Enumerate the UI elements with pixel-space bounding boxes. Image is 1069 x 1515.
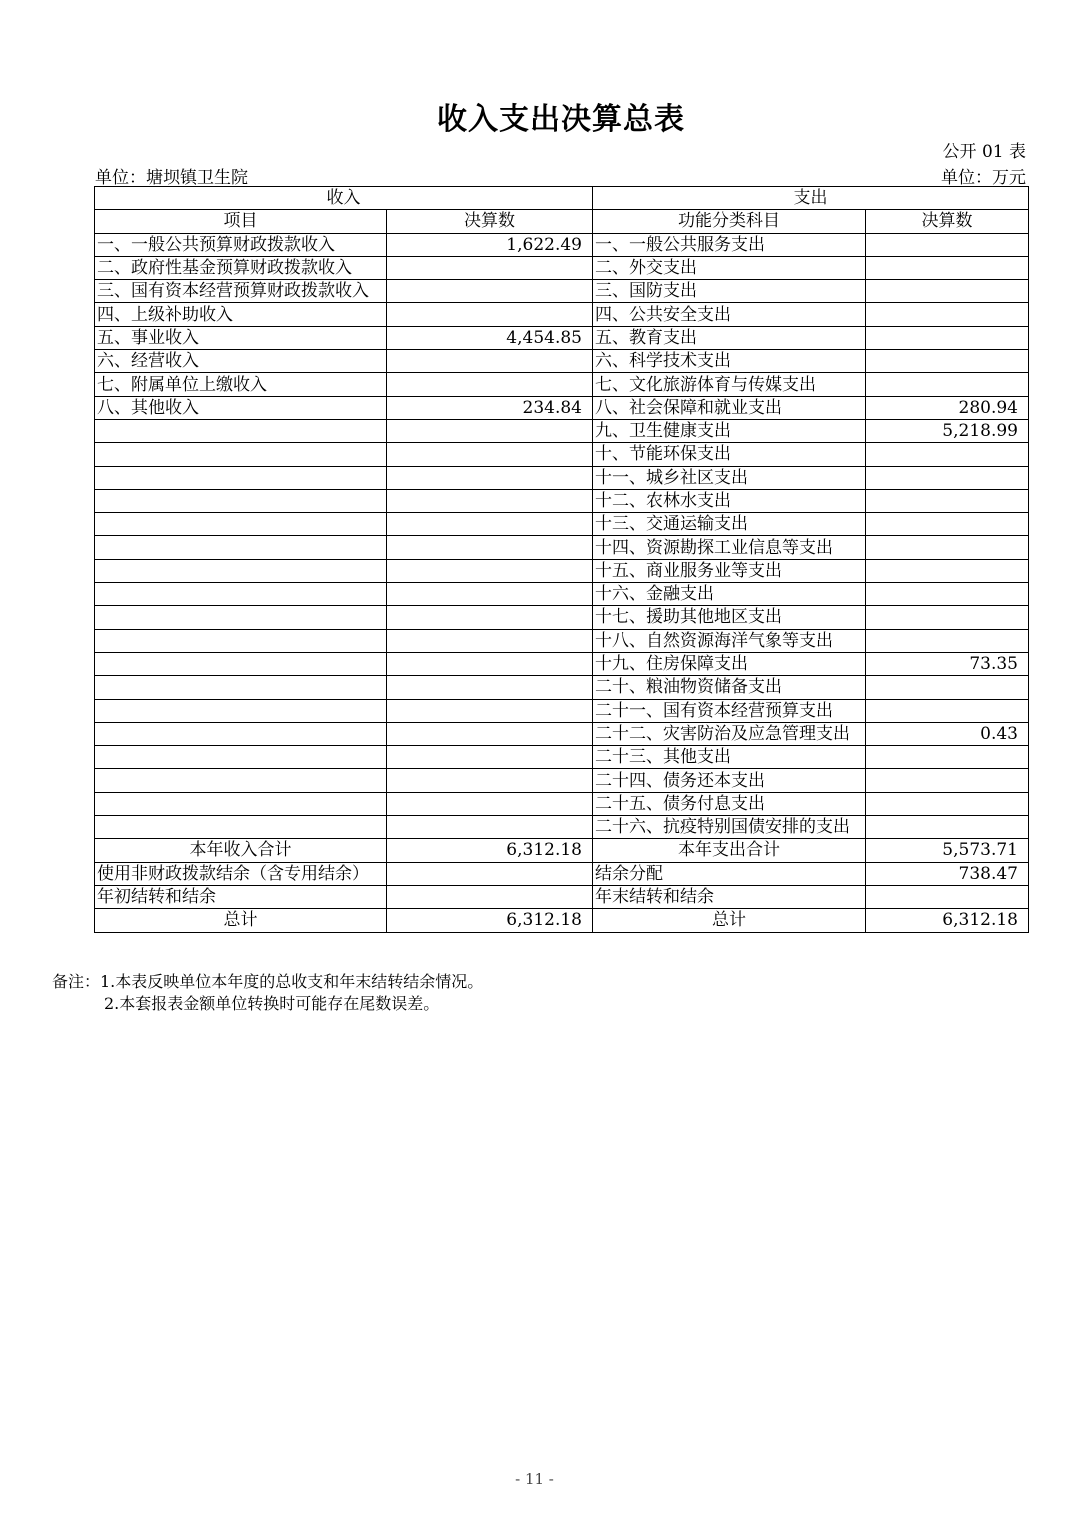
- table-row: [95, 280, 1029, 303]
- income-value: [387, 606, 593, 629]
- table-row: [95, 513, 1029, 536]
- expense-label: 八、社会保障和就业支出: [593, 396, 866, 419]
- grand-ex-label: 总计: [593, 909, 866, 932]
- income-value: [387, 746, 593, 769]
- income-label: [95, 466, 387, 489]
- expense-label: 十、节能环保支出: [593, 443, 866, 466]
- income-label: [95, 513, 387, 536]
- expense-value: [866, 559, 1029, 582]
- income-label: 七、附属单位上缴收入: [95, 373, 387, 396]
- income-value: 234.84: [387, 396, 593, 419]
- expense-value: [866, 489, 1029, 512]
- income-label: [95, 722, 387, 745]
- expense-value: [866, 792, 1029, 815]
- expense-value: [866, 303, 1029, 326]
- expense-value: [866, 769, 1029, 792]
- page-title: 收入支出决算总表: [437, 102, 685, 137]
- expense-label: 二、外交支出: [593, 256, 866, 279]
- table-row: [95, 676, 1029, 699]
- expense-value: [866, 466, 1029, 489]
- header-item: 项目: [95, 210, 387, 233]
- expense-label: 二十六、抗疫特别国债安排的支出: [593, 816, 866, 839]
- expense-label: 二十三、其他支出: [593, 746, 866, 769]
- income-label: [95, 536, 387, 559]
- income-value: [387, 722, 593, 745]
- expense-label: 十八、自然资源海洋气象等支出: [593, 629, 866, 652]
- grand-ex-value: 6,312.18: [866, 909, 1029, 932]
- income-label: 八、其他收入: [95, 396, 387, 419]
- expense-label: 十三、交通运输支出: [593, 513, 866, 536]
- nonfiscal-label: 使用非财政拨款结余（含专用结余）: [95, 862, 387, 885]
- income-label: [95, 583, 387, 606]
- expense-label: 十五、商业服务业等支出: [593, 559, 866, 582]
- expense-value: [866, 583, 1029, 606]
- expense-label: 五、教育支出: [593, 326, 866, 349]
- year-expense-label: 本年支出合计: [593, 839, 866, 862]
- expense-value: 73.35: [866, 652, 1029, 675]
- expense-label: 三、国防支出: [593, 280, 866, 303]
- expense-label: 十二、农林水支出: [593, 489, 866, 512]
- header-amount-2: 决算数: [866, 210, 1029, 233]
- expense-value: 280.94: [866, 396, 1029, 419]
- header-expense: 支出: [593, 187, 1029, 210]
- income-label: [95, 769, 387, 792]
- header-amount: 决算数: [387, 210, 593, 233]
- income-value: [387, 536, 593, 559]
- table-row: [95, 652, 1029, 675]
- carry-row: [95, 885, 1029, 908]
- year-income-value: 6,312.18: [387, 839, 593, 862]
- expense-value: [866, 373, 1029, 396]
- expense-value: [866, 350, 1029, 373]
- income-label: 三、国有资本经营预算财政拨款收入: [95, 280, 387, 303]
- expense-label: 六、科学技术支出: [593, 350, 866, 373]
- unit-organization: 单位：塘坝镇卫生院: [95, 168, 248, 188]
- income-label: 五、事业收入: [95, 326, 387, 349]
- expense-value: [866, 629, 1029, 652]
- notes: [52, 971, 483, 1015]
- expense-value: [866, 676, 1029, 699]
- income-value: [387, 792, 593, 815]
- grand-total-row: [95, 909, 1029, 932]
- expense-value: [866, 746, 1029, 769]
- income-value: [387, 699, 593, 722]
- table-row: [95, 816, 1029, 839]
- income-value: [387, 652, 593, 675]
- income-value: 1,622.49: [387, 233, 593, 256]
- header-row-1: [95, 187, 1029, 210]
- expense-label: 二十、粮油物资储备支出: [593, 676, 866, 699]
- begin-carry-label: 年初结转和结余: [95, 885, 387, 908]
- begin-carry-value: [387, 885, 593, 908]
- table-row: [95, 350, 1029, 373]
- table-row: [95, 233, 1029, 256]
- income-value: [387, 629, 593, 652]
- income-label: [95, 676, 387, 699]
- income-value: [387, 489, 593, 512]
- table-row: [95, 303, 1029, 326]
- surplus-dist-label: 结余分配: [593, 862, 866, 885]
- table-row: [95, 792, 1029, 815]
- year-expense-value: 5,573.71: [866, 839, 1029, 862]
- expense-value: [866, 233, 1029, 256]
- income-value: [387, 419, 593, 442]
- table-row: [95, 629, 1029, 652]
- income-label: 二、政府性基金预算财政拨款收入: [95, 256, 387, 279]
- header-row-2: [95, 210, 1029, 233]
- income-value: [387, 769, 593, 792]
- table-row: [95, 559, 1029, 582]
- unit-currency: 单位：万元: [941, 168, 1026, 188]
- income-label: 一、一般公共预算财政拨款收入: [95, 233, 387, 256]
- table-row: [95, 722, 1029, 745]
- expense-value: [866, 280, 1029, 303]
- grand-in-label: 总计: [95, 909, 387, 932]
- income-value: [387, 816, 593, 839]
- budget-table: [94, 186, 1029, 933]
- table-row: [95, 769, 1029, 792]
- income-label: [95, 606, 387, 629]
- income-value: [387, 443, 593, 466]
- expense-value: 0.43: [866, 722, 1029, 745]
- expense-label: 二十一、国有资本经营预算支出: [593, 699, 866, 722]
- table-row: [95, 419, 1029, 442]
- income-value: [387, 256, 593, 279]
- income-label: [95, 489, 387, 512]
- expense-value: [866, 816, 1029, 839]
- income-label: [95, 419, 387, 442]
- expense-label: 十一、城乡社区支出: [593, 466, 866, 489]
- expense-value: [866, 699, 1029, 722]
- expense-value: [866, 443, 1029, 466]
- expense-label: 二十二、灾害防治及应急管理支出: [593, 722, 866, 745]
- table-row: [95, 699, 1029, 722]
- income-label: [95, 699, 387, 722]
- income-label: [95, 652, 387, 675]
- expense-label: 二十四、债务还本支出: [593, 769, 866, 792]
- nonfiscal-value: [387, 862, 593, 885]
- income-value: [387, 303, 593, 326]
- income-label: 四、上级补助收入: [95, 303, 387, 326]
- table-row: [95, 396, 1029, 419]
- income-value: [387, 513, 593, 536]
- income-value: [387, 583, 593, 606]
- income-label: [95, 792, 387, 815]
- expense-label: 十九、住房保障支出: [593, 652, 866, 675]
- expense-value: [866, 326, 1029, 349]
- income-label: [95, 816, 387, 839]
- income-value: [387, 676, 593, 699]
- income-label: 六、经营收入: [95, 350, 387, 373]
- income-label: [95, 443, 387, 466]
- income-value: [387, 280, 593, 303]
- end-carry-value: [866, 885, 1029, 908]
- year-income-label: 本年收入合计: [95, 839, 387, 862]
- end-carry-label: 年末结转和结余: [593, 885, 866, 908]
- table-row: [95, 373, 1029, 396]
- income-label: [95, 746, 387, 769]
- grand-in-value: 6,312.18: [387, 909, 593, 932]
- table-row: [95, 746, 1029, 769]
- expense-label: 九、卫生健康支出: [593, 419, 866, 442]
- header-func-subject: 功能分类科目: [593, 210, 866, 233]
- note-line-2: 2.本套报表金额单位转换时可能存在尾数误差。: [104, 994, 440, 1013]
- table-row: [95, 326, 1029, 349]
- surplus-dist-value: 738.47: [866, 862, 1029, 885]
- table-row: [95, 466, 1029, 489]
- note-line-1: 备注：1.本表反映单位本年度的总收支和年末结转结余情况。: [52, 972, 484, 991]
- income-value: 4,454.85: [387, 326, 593, 349]
- expense-label: 七、文化旅游体育与传媒支出: [593, 373, 866, 396]
- table-row: [95, 256, 1029, 279]
- expense-value: [866, 536, 1029, 559]
- table-row: [95, 443, 1029, 466]
- expense-label: 一、一般公共服务支出: [593, 233, 866, 256]
- income-value: [387, 373, 593, 396]
- expense-value: [866, 256, 1029, 279]
- expense-label: 十七、援助其他地区支出: [593, 606, 866, 629]
- total-year-row: [95, 839, 1029, 862]
- income-value: [387, 350, 593, 373]
- income-label: [95, 629, 387, 652]
- expense-label: 四、公共安全支出: [593, 303, 866, 326]
- expense-label: 十四、资源勘探工业信息等支出: [593, 536, 866, 559]
- income-value: [387, 559, 593, 582]
- table-row: [95, 536, 1029, 559]
- expense-value: 5,218.99: [866, 419, 1029, 442]
- income-label: [95, 559, 387, 582]
- expense-value: [866, 606, 1029, 629]
- expense-label: 十六、金融支出: [593, 583, 866, 606]
- expense-value: [866, 513, 1029, 536]
- page-number: - 11 -: [515, 1470, 554, 1488]
- form-number: 公开 01 表: [942, 142, 1026, 162]
- table-row: [95, 583, 1029, 606]
- table-row: [95, 489, 1029, 512]
- nonfiscal-row: [95, 862, 1029, 885]
- table-row: [95, 606, 1029, 629]
- header-income: 收入: [95, 187, 593, 210]
- income-value: [387, 466, 593, 489]
- expense-label: 二十五、债务付息支出: [593, 792, 866, 815]
